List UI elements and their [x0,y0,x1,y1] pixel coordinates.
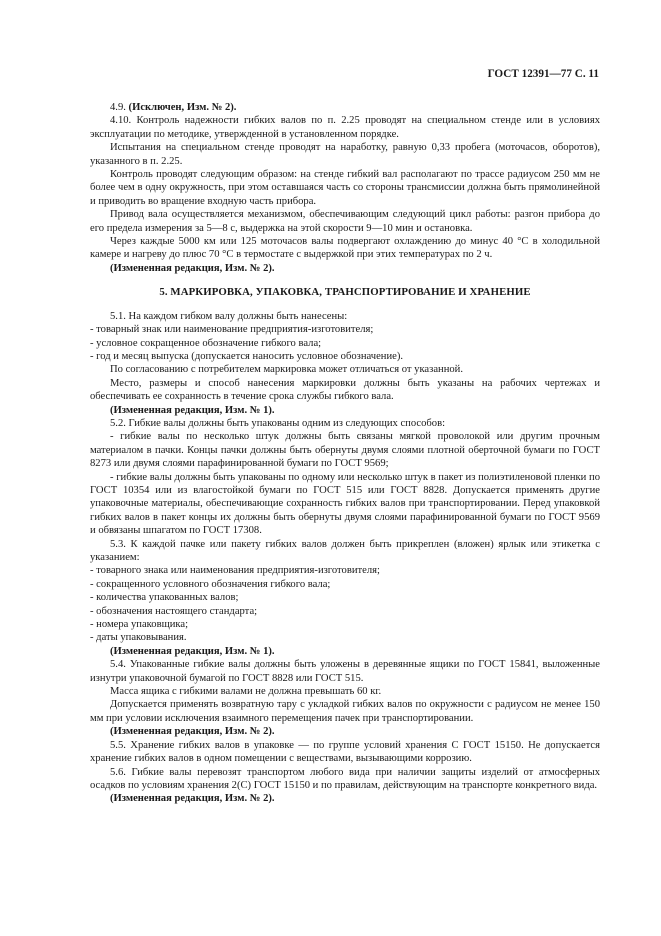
paragraph [90,350,600,363]
paragraph [90,698,600,725]
paragraph-text: 5.3. К каждой пачке или пакету гибких валов должен быть прикреплен (вложен) ярлык или этикетка с указанием: [90,538,600,563]
paragraph-text: - условное сокращенное обозначение гибкого вала; [90,337,322,349]
paragraph [90,564,600,577]
paragraph-text: - товарного знака или наименования предприятия-изготовителя; [90,565,380,577]
paragraph [90,605,600,618]
paragraph [90,658,600,685]
paragraph-text: - год и месяц выпуска (допускается наносить условное обозначение). [90,350,404,362]
paragraph [90,141,600,168]
paragraph [90,591,600,604]
clause-number: 4.9. [110,102,126,113]
paragraph [90,792,600,805]
paragraph [90,404,600,417]
paragraph-text: - количества упакованных валов; [90,592,239,604]
paragraph [90,262,600,275]
paragraph-text: - товарный знак или наименование предприятия-изготовителя; [90,324,374,336]
paragraph-text: - обозначения настоящего стандарта; [90,605,258,617]
paragraph-text: 4.10. Контроль надежности гибких валов по п. 2.25 проводят на специальном стенде или в условиях эксплуатации по методике, утвержденной в установленном порядке. [90,115,600,140]
paragraph [90,417,600,430]
paragraph-text: 5.2. Гибкие валы должны быть упакованы одним из следующих способов: [110,417,446,429]
paragraph-text: 5.4. Упакованные гибкие валы должны быть уложены в деревянные ящики по ГОСТ 15841, выложенные изнутри упаковочной бумагой по ГОСТ 8828 или ГОСТ 515. [90,659,600,684]
paragraph [90,323,600,336]
paragraph-text: Через каждые 5000 км или 125 моточасов валы подвергают охлаждению до минус 40 °С в холодильной камере и нагреву до плюс 70 °С в термостате с выдержкой при этих температурах по 2 ч. [90,236,600,261]
paragraph-text: Контроль проводят следующим образом: на стенде гибкий вал располагают по трассе радиусом 250 мм не более чем в одну окружность, при этом оставшаяся часть со стороны трансмиссии должна быть прямолинейной и приводить во вращение входную часть прибора. [90,169,600,207]
paragraph [90,337,600,350]
amendment-note: (Измененная редакция, Изм. № 1). [110,645,275,657]
paragraph-text: По согласованию с потребителем маркировка может отличаться от указанной. [110,364,463,376]
paragraph [90,363,600,376]
paragraph [90,235,600,262]
paragraph-text: Привод вала осуществляется механизмом, обеспечивающим следующий цикл работы: разгон прибора до его предела измерения за 5—8 с, выдержка на этой скорости 9—10 мин и остановка. [90,209,600,234]
paragraph-text: Масса ящика с гибкими валами не должна превышать 60 кг. [110,686,382,698]
paragraph-text: 5.1. На каждом гибком валу должны быть нанесены: [110,310,348,322]
paragraph-text: Испытания на специальном стенде проводят на наработку, равную 0,33 пробега (моточасов, оборотов), указанного в п. 2.25. [90,142,600,167]
paragraph [90,538,600,565]
paragraph [90,168,600,208]
paragraph-text: - гибкие валы должны быть упакованы по одному или несколько штук в пакет из полиэтиленовой пленки по ГОСТ 10354 или из влагостойкой бумаги по ГОСТ 515 или ГОСТ 8828. Допускается применять другие упаковочные материалы, обеспечивающие сохранность гибких валов при транспортировании. Перед упаковкой гибких валов в пакет концы их должны быть обернуты двумя слоями парафинированной бумаги по ГОСТ 9569 и обвязаны шпагатом по ГОСТ 17308. [90,471,600,537]
amendment-note: (Измененная редакция, Изм. № 2). [110,793,275,805]
paragraph [90,645,600,658]
paragraph [90,310,600,323]
paragraph [90,631,600,644]
paragraph [90,578,600,591]
paragraph [90,430,600,470]
paragraph [90,766,600,793]
page-header: ГОСТ 12391—77 С. 11 [487,68,599,80]
paragraph-text: - номера упаковщика; [90,619,189,631]
paragraph-text: Допускается применять возвратную тару с укладкой гибких валов по окружности с радиусом не менее 150 мм при условии исключения взаимного перемещения пачек при транспортировании. [90,699,600,724]
paragraph-text: - гибкие валы по несколько штук должны быть связаны мягкой проволокой или другим прочным материалом в пачки. Концы пачки должны быть обернуты двумя слоями плотной оберточной бумаги по ГОСТ 8273 или двумя слоями парафинированной бумаги по ГОСТ 9569; [90,431,600,470]
paragraph [90,377,600,404]
amendment-note: (Измененная редакция, Изм. № 2). [110,262,275,274]
amendment-note: (Измененная редакция, Изм. № 1). [110,404,275,416]
paragraph [90,114,600,141]
section-title: 5. МАРКИРОВКА, УПАКОВКА, ТРАНСПОРТИРОВАНИЕ И ХРАНЕНИЕ [159,286,531,299]
amendment-note: (Измененная редакция, Изм. № 2). [110,726,275,738]
paragraph-text: 5.6. Гибкие валы перевозят транспортом любого вида при наличии защиты изделий от атмосферных осадков по условиям хранения 2(С) ГОСТ 15150 и по правилам, действующим на транспорте конкретного вида. [90,766,600,791]
document-body [90,101,600,806]
paragraph [90,618,600,631]
paragraph-text: Место, размеры и способ нанесения маркировки должны быть указаны на рабочих чертежах и обеспечивать ее сохранность в течение срока службы гибкого вала. [90,377,600,403]
paragraph [90,471,600,538]
paragraph-text: - даты упаковывания. [90,632,187,644]
amendment-note: (Исключен, Изм. № 2). [128,102,237,113]
paragraph [90,725,600,738]
paragraph-text: - сокращенного условного обозначения гибкого вала; [90,578,331,590]
paragraph [90,685,600,698]
paragraph [90,208,600,235]
paragraph [90,739,600,766]
paragraph-text: 5.5. Хранение гибких валов в упаковке — по группе условий хранения С ГОСТ 15150. Не допускается хранение гибких валов в одном помещении с веществами, вызывающими коррозию. [90,739,600,765]
paragraph [90,101,600,114]
